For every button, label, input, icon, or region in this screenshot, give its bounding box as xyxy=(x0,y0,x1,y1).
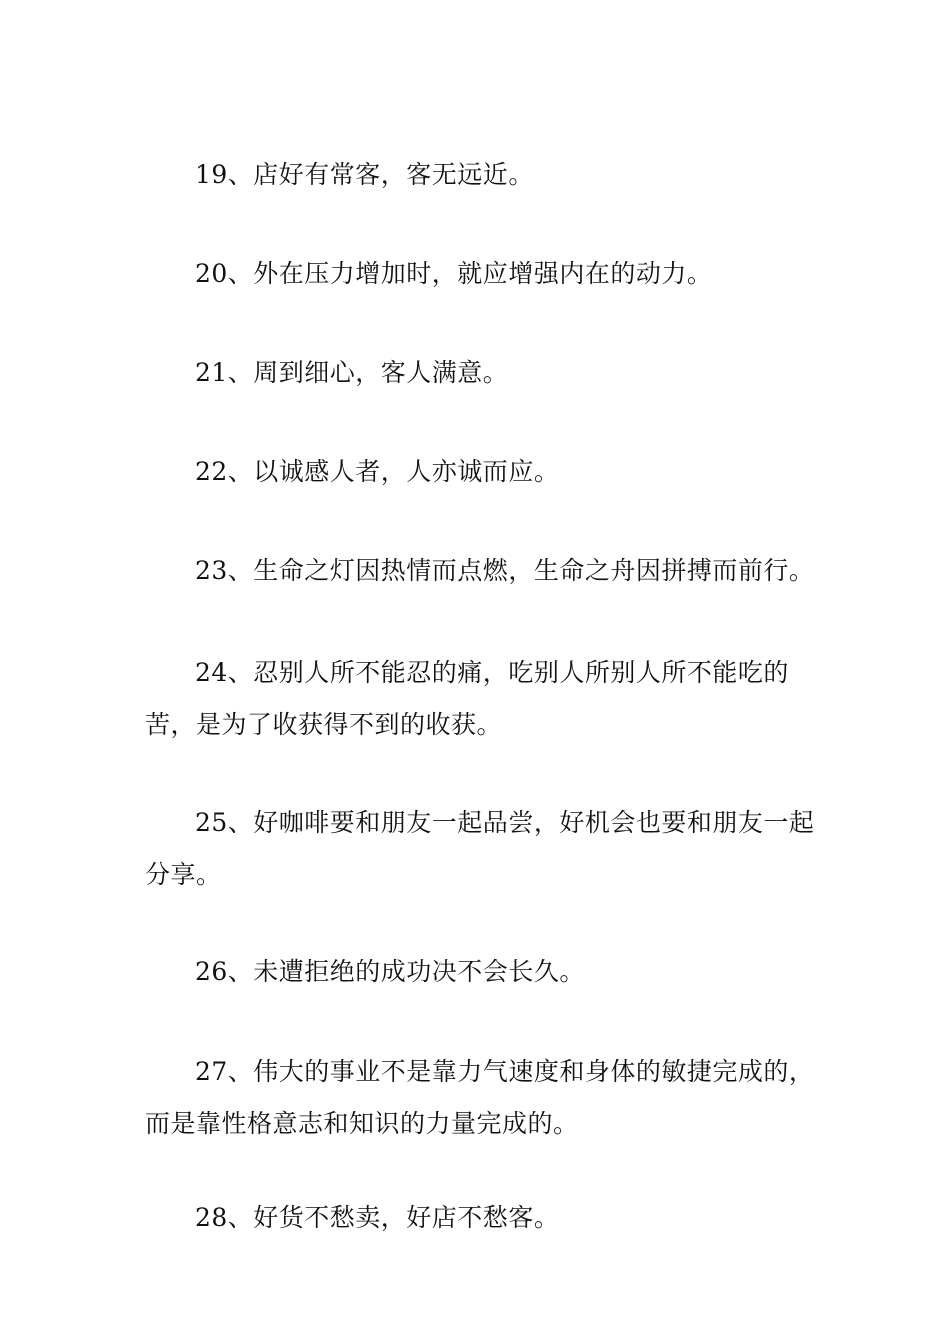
paragraph-27: 27、伟大的事业不是靠力气速度和身体的敏捷完成的，而是靠性格意志和知识的力量完成的。 xyxy=(145,1057,815,1138)
paragraph-28: 28、好货不愁卖，好店不愁客。 xyxy=(195,1203,560,1232)
paragraph-26: 26、未遭拒绝的成功决不会长久。 xyxy=(195,957,585,986)
paragraph-21: 21、周到细心，客人满意。 xyxy=(195,358,509,387)
paragraph-19: 19、店好有常客，客无远近。 xyxy=(195,160,534,189)
paragraph-24: 24、忍别人所不能忍的痛，吃别人所别人所不能吃的苦，是为了收获得不到的收获。 xyxy=(145,658,789,739)
paragraph-22: 22、以诚感人者，人亦诚而应。 xyxy=(195,457,560,486)
paragraph-25: 25、好咖啡要和朋友一起品尝，好机会也要和朋友一起分享。 xyxy=(145,808,815,889)
paragraph-20: 20、外在压力增加时，就应增强内在的动力。 xyxy=(195,259,713,288)
paragraph-23: 23、生命之灯因热情而点燃，生命之舟因拼搏而前行。 xyxy=(195,556,815,585)
